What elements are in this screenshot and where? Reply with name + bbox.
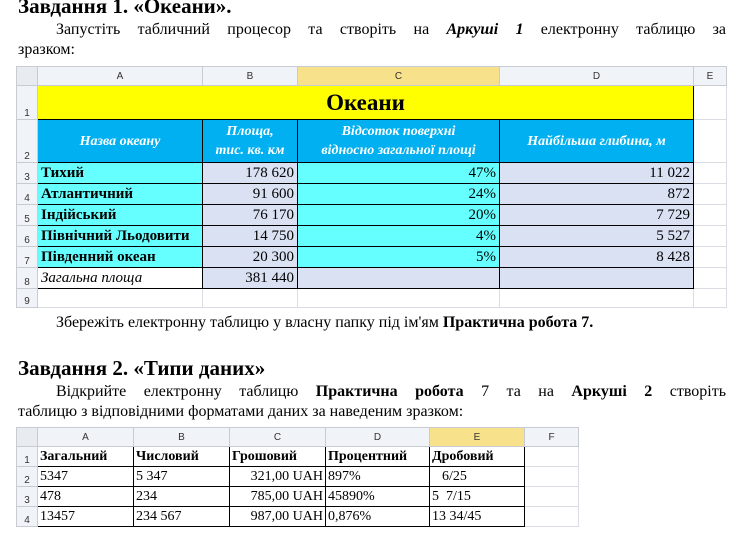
ocean-percent-cell[interactable]: 24% (298, 184, 500, 205)
cell[interactable] (525, 487, 579, 507)
percent-cell[interactable]: 45890% (326, 487, 430, 507)
data-types-grid (16, 427, 579, 527)
header-ocean-name[interactable]: Назва океану (38, 120, 203, 163)
format-header-percent[interactable]: Процентний (326, 447, 430, 467)
ocean-area-cell[interactable]: 178 620 (203, 163, 298, 184)
table-row (17, 447, 579, 467)
ocean-depth-cell[interactable]: 7 729 (500, 205, 694, 226)
task2-text: Відкрийте електронну таблицю (56, 383, 316, 400)
oceans-title-cell[interactable]: Океани (38, 86, 694, 120)
task2-text-end: створіть (652, 383, 726, 400)
column-header-d[interactable]: D (500, 67, 694, 86)
table-row (17, 247, 727, 268)
ocean-name-cell[interactable]: Північний Льодовити (38, 226, 203, 247)
number-cell[interactable]: 234 567 (134, 507, 230, 527)
cell[interactable] (694, 163, 727, 184)
table-row (17, 205, 727, 226)
ocean-depth-cell[interactable]: 8 428 (500, 247, 694, 268)
task2-sheet-name: Аркуші 2 (571, 383, 653, 400)
task2-file-name: Практична робота (315, 383, 464, 400)
percent-cell[interactable]: 897% (326, 467, 430, 487)
table-row (17, 184, 727, 205)
row-header-2[interactable]: 2 (17, 467, 38, 487)
general-cell[interactable]: 478 (38, 487, 134, 507)
ocean-area-cell[interactable]: 20 300 (203, 247, 298, 268)
ocean-percent-cell[interactable]: 4% (298, 226, 500, 247)
column-header-c[interactable]: C (298, 67, 500, 86)
row-header-4[interactable]: 4 (17, 507, 38, 527)
row-header-3[interactable]: 3 (17, 487, 38, 507)
intro-sheet-name: Аркуші 1 (446, 21, 524, 38)
cell[interactable] (694, 184, 727, 205)
general-cell[interactable]: 5347 (38, 467, 134, 487)
ocean-percent-cell[interactable]: 5% (298, 247, 500, 268)
row-header-5[interactable]: 5 (17, 205, 38, 226)
header-area-line1: Площа, (226, 124, 274, 139)
row-header-6[interactable]: 6 (17, 226, 38, 247)
cell[interactable] (298, 268, 500, 289)
currency-cell[interactable]: 987,00 UAH (230, 507, 326, 527)
header-percent[interactable] (298, 120, 500, 163)
row-header-7[interactable]: 7 (17, 247, 38, 268)
cell[interactable] (500, 268, 694, 289)
column-header-e[interactable]: E (694, 67, 727, 86)
table-row (17, 163, 727, 184)
cell[interactable] (525, 447, 579, 467)
ocean-name-cell[interactable]: Південний океан (38, 247, 203, 268)
task1-intro (18, 20, 726, 40)
task2-instruction (18, 382, 726, 402)
task2-text-mid: та на (489, 383, 572, 400)
save-text: Збережіть електронну таблицю у власну папку під ім'ям (56, 314, 443, 331)
ocean-name-cell[interactable]: Індійський (38, 205, 203, 226)
header-percent-line1: Відсоток поверхні (341, 124, 456, 139)
column-header-d[interactable]: D (326, 428, 430, 447)
cell[interactable] (525, 507, 579, 527)
row-header-8[interactable]: 8 (17, 268, 38, 289)
fraction-cell[interactable]: 5 7/15 (430, 487, 525, 507)
total-label-cell[interactable]: Загальна площа (38, 268, 203, 289)
format-header-general[interactable]: Загальний (38, 447, 134, 467)
ocean-percent-cell[interactable]: 20% (298, 205, 500, 226)
intro-text-end: електронну таблицю за (523, 21, 727, 38)
cell[interactable] (694, 120, 727, 163)
ocean-name-cell[interactable]: Тихий (38, 163, 203, 184)
header-depth[interactable]: Найбільша глибина, м (500, 120, 694, 163)
column-header-f[interactable]: F (525, 428, 579, 447)
column-header-c[interactable]: C (230, 428, 326, 447)
number-cell[interactable]: 234 (134, 487, 230, 507)
number-cell[interactable]: 5 347 (134, 467, 230, 487)
cell[interactable] (694, 247, 727, 268)
ocean-depth-cell[interactable]: 11 022 (500, 163, 694, 184)
fraction-cell[interactable]: 13 34/45 (430, 507, 525, 527)
task2-instruction-line2: таблицю з відповідними форматами даних за наведеним зразком: (18, 403, 464, 420)
column-header-a[interactable]: A (38, 428, 134, 447)
cell[interactable] (38, 289, 203, 308)
cell[interactable] (298, 289, 500, 308)
spreadsheet-data-types (16, 427, 578, 537)
format-header-fraction[interactable]: Дробовий (430, 447, 525, 467)
table-row (17, 226, 727, 247)
row-header-1[interactable]: 1 (17, 86, 38, 120)
column-header-a[interactable]: A (38, 67, 203, 86)
ocean-area-cell[interactable]: 14 750 (203, 226, 298, 247)
ocean-name-cell[interactable]: Атлантичний (38, 184, 203, 205)
row-header-2[interactable]: 2 (17, 120, 38, 163)
intro-text: Запустіть табличний процесор та створіть на (56, 21, 447, 38)
ocean-area-cell[interactable]: 76 170 (203, 205, 298, 226)
select-all-corner[interactable] (17, 67, 38, 86)
task2-file-number: 7 (481, 383, 490, 400)
task1-intro-line2: зразком: (18, 41, 75, 58)
cell[interactable] (694, 205, 727, 226)
header-area[interactable] (203, 120, 298, 163)
select-all-corner[interactable] (17, 428, 38, 447)
currency-cell[interactable]: 321,00 UAH (230, 467, 326, 487)
cell[interactable] (203, 289, 298, 308)
ocean-percent-cell[interactable]: 47% (298, 163, 500, 184)
header-percent-line2: відносно загальної площі (321, 143, 476, 158)
total-area-cell[interactable]: 381 440 (203, 268, 298, 289)
row-header-3[interactable]: 3 (17, 163, 38, 184)
column-header-b[interactable]: B (203, 67, 298, 86)
ocean-depth-cell[interactable]: 5 527 (500, 226, 694, 247)
task1-save-instruction (18, 313, 726, 333)
row-header-1[interactable]: 1 (17, 447, 38, 467)
cell[interactable] (694, 289, 727, 308)
format-header-currency[interactable]: Грошовий (230, 447, 326, 467)
table-row (17, 487, 579, 507)
ocean-depth-cell[interactable]: 872 (500, 184, 694, 205)
currency-cell[interactable]: 785,00 UAH (230, 487, 326, 507)
table-row (17, 507, 579, 527)
cell[interactable] (525, 467, 579, 487)
row-header-4[interactable]: 4 (17, 184, 38, 205)
ocean-area-cell[interactable]: 91 600 (203, 184, 298, 205)
percent-cell[interactable]: 0,876% (326, 507, 430, 527)
cell[interactable] (694, 268, 727, 289)
general-cell[interactable]: 13457 (38, 507, 134, 527)
cell[interactable] (694, 86, 727, 120)
header-area-line2: тис. кв. км (215, 143, 285, 158)
table-row (17, 467, 579, 487)
cell[interactable] (694, 226, 727, 247)
save-file-name: Практична робота 7. (442, 314, 594, 331)
column-header-b[interactable]: B (134, 428, 230, 447)
table-row-total (17, 268, 727, 289)
task2-heading: Завдання 2. «Типи даних» (18, 356, 266, 380)
cell[interactable] (500, 289, 694, 308)
column-header-e[interactable]: E (430, 428, 525, 447)
spreadsheet-oceans (16, 66, 726, 310)
row-header-9[interactable]: 9 (17, 289, 38, 308)
format-header-number[interactable]: Числовий (134, 447, 230, 467)
oceans-grid (16, 66, 727, 308)
fraction-cell[interactable]: 6/25 (430, 467, 525, 487)
task1-heading: Завдання 1. «Океани». (18, 0, 232, 18)
